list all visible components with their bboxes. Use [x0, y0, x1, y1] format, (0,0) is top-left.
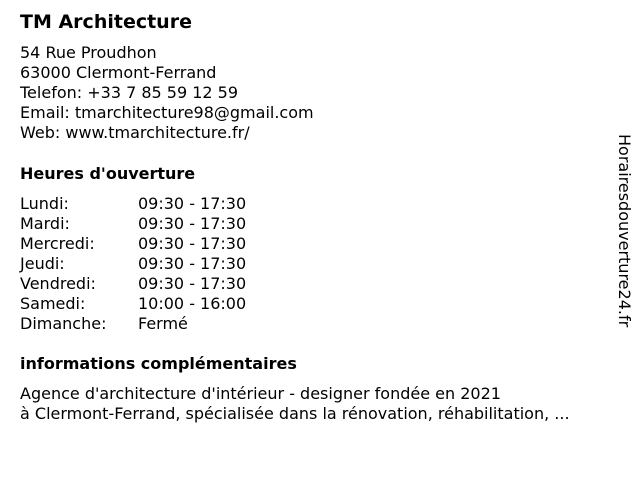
day-label: Mercredi:: [20, 234, 95, 253]
business-name: TM Architecture: [20, 11, 192, 33]
info-line: Agence d'architecture d'intérieur - designer fondée en 2021: [20, 384, 501, 403]
hours-row: [20, 194, 246, 214]
site-watermark: Horairesdouverture24.fr: [615, 134, 634, 328]
day-label: Jeudi:: [20, 254, 65, 273]
info-heading: informations complémentaires: [20, 354, 297, 373]
info-description: [20, 384, 620, 424]
time-value: 09:30 - 17:30: [138, 214, 247, 233]
website: Web: www.tmarchitecture.fr/: [20, 123, 250, 142]
info-line: à Clermont-Ferrand, spécialisée dans la rénovation, réhabilitation, ...: [20, 404, 570, 423]
time-value: 09:30 - 17:30: [138, 194, 247, 213]
hours-row: [20, 274, 246, 294]
day-label: Samedi:: [20, 294, 86, 313]
time-value: 09:30 - 17:30: [138, 274, 247, 293]
day-label: Lundi:: [20, 194, 69, 213]
time-value: Fermé: [138, 314, 188, 333]
address-city: 63000 Clermont-Ferrand: [20, 63, 217, 82]
time-value: 10:00 - 16:00: [138, 294, 247, 313]
hours-row: [20, 254, 246, 274]
address-street: 54 Rue Proudhon: [20, 43, 157, 62]
time-value: 09:30 - 17:30: [138, 234, 247, 253]
opening-hours-table: [20, 194, 246, 334]
day-label: Vendredi:: [20, 274, 96, 293]
time-value: 09:30 - 17:30: [138, 254, 247, 273]
contact-block: [20, 43, 314, 143]
hours-row: [20, 314, 246, 334]
hours-row: [20, 234, 246, 254]
hours-heading: Heures d'ouverture: [20, 164, 196, 183]
hours-row: [20, 294, 246, 314]
phone-number: Telefon: +33 7 85 59 12 59: [20, 83, 239, 102]
day-label: Mardi:: [20, 214, 70, 233]
hours-row: [20, 214, 246, 234]
day-label: Dimanche:: [20, 314, 107, 333]
email-address: Email: tmarchitecture98@gmail.com: [20, 103, 314, 122]
